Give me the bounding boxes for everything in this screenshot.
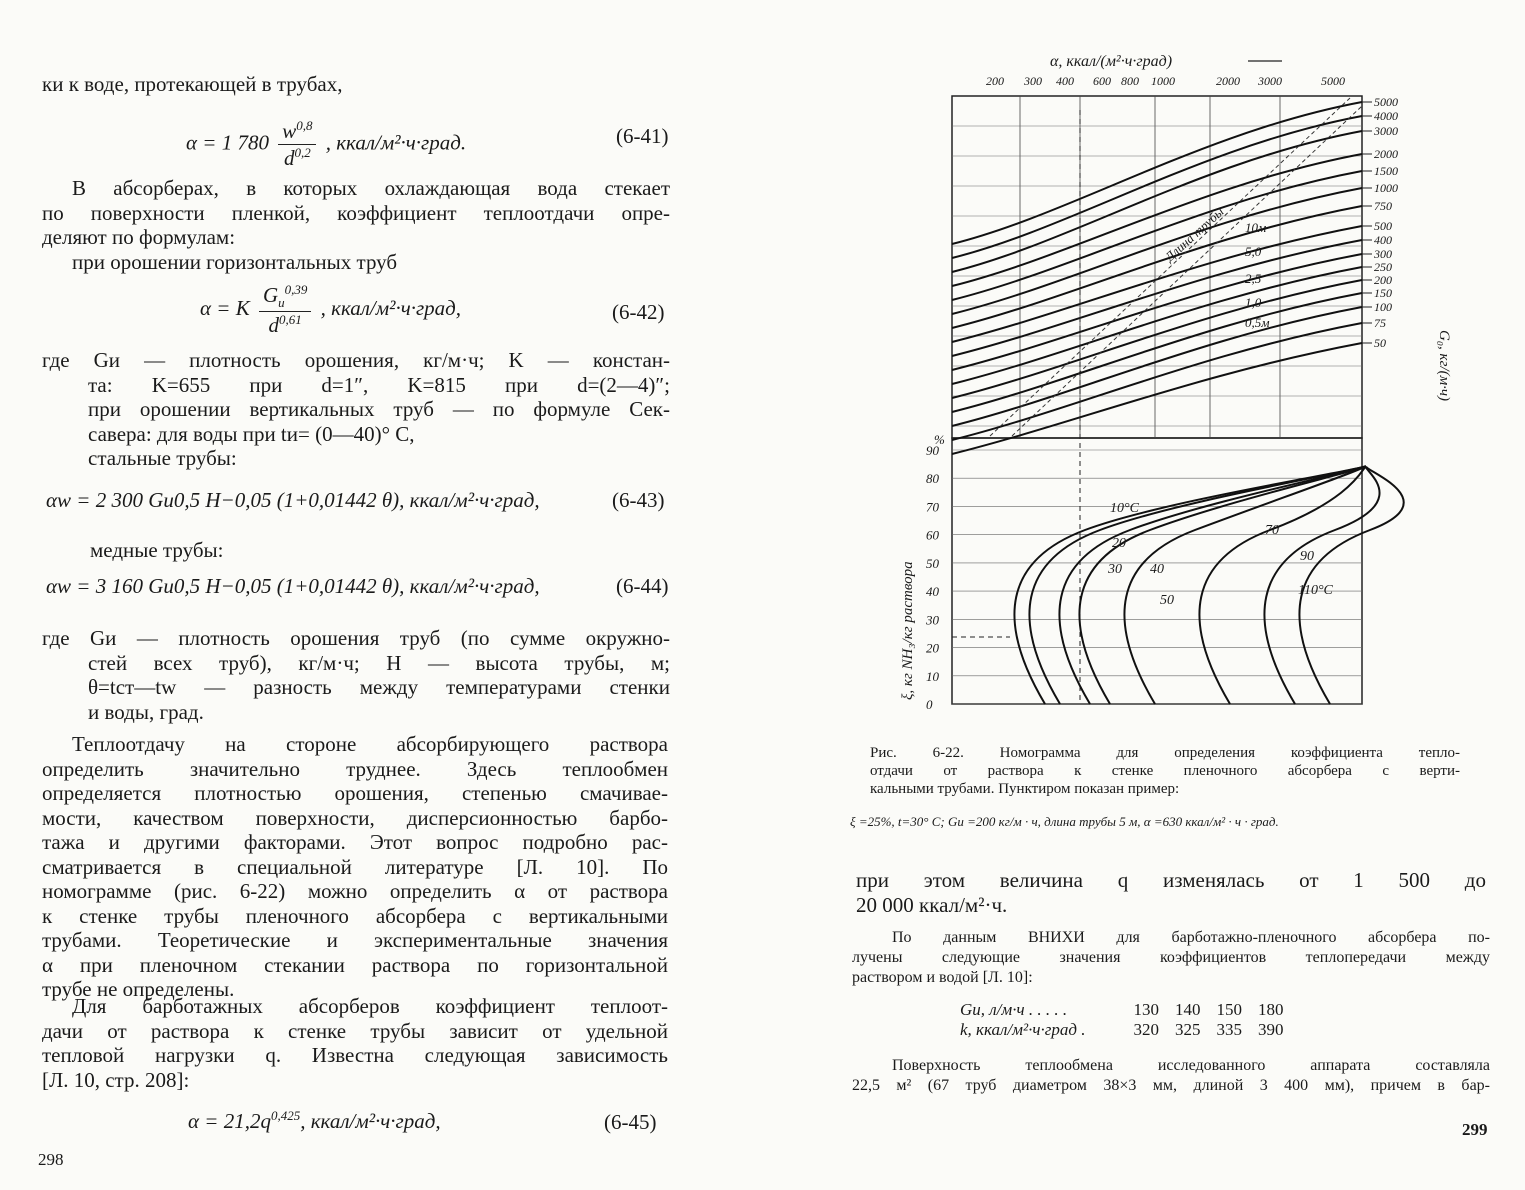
left-tick-label: % (934, 432, 945, 447)
equation-number: (6-45) (604, 1110, 657, 1134)
temperature-label: 110°С (1298, 583, 1333, 598)
length-tick-label: 0,5м (1245, 315, 1270, 330)
temperature-label: 50 (1160, 593, 1174, 608)
left-tick-label: 10 (926, 668, 939, 684)
text-line: медные трубы: (90, 538, 224, 562)
paragraph: Для барботажных абсорберов коэффициент теплоот- дачи от раствора к стенке трубы зависит от удельной тепловой нагрузки q. Известна следующая зависимость [Л. 10, стр. 208]: (42, 994, 668, 1092)
where-clause: где Gи — плотность орошения, кг/м·ч; K — констан- та: K=655 при d=1″, K=815 при d=(2—4)″; при орошении вертикальных труб — по формуле Сек- савера: для воды при tи= (0—40)° С, стальные трубы: (42, 348, 670, 470)
top-tick-label: 300 (1024, 74, 1042, 88)
equation-6-42: α = K $G_и^{0,39}$ $d^{0,61}$ , ккал/м²·ч·град, (200, 282, 462, 338)
right-tick-label: 250 (1374, 260, 1392, 274)
right-page (790, 0, 1525, 1190)
top-tick-label: 600 (1093, 74, 1111, 88)
right-tick-label: 75 (1374, 316, 1386, 330)
caption-example: ξ =25%, t=30° С; Gи =200 кг/м · ч, длина трубы 5 м, α =630 ккал/м² · ч · град. (850, 814, 1279, 829)
equation-number: (6-43) (612, 488, 665, 512)
alpha-curve (952, 226, 1362, 342)
right-axis-title: G₀, кг/(м·ч) (1436, 330, 1452, 402)
right-tick-label: 4000 (1374, 109, 1398, 123)
temperature-label: 70 (1265, 523, 1279, 538)
right-tick-label: 100 (1374, 300, 1392, 314)
paragraph: По данным ВНИХИ для барботажно-пленочного абсорбера по- лучены следующие значения коэффициентов теплопередачи между раствором и водой [Л. 10]: (852, 929, 1490, 986)
length-tick-label: 1,0 (1245, 295, 1262, 310)
paragraph: Теплоотдачу на стороне абсорбирующего раствора определить значительно труднее. Здесь теплообмен определяется плотностью орошения, степенью смачивае- мости, качеством поверхности, дисперсионностью барбо- тажа и другими факторами. Этот вопрос подробно рас- сматривается в специальной литературе [Л. 10]. По номограмме (рис. 6-22) можно определить α от раствора к стенке трубы пленочного абсорбера с вертикальными трубами. Теоретические и экспериментальные значения α при пленочном стекании раствора по горизонтальной трубе не определены. (42, 732, 668, 1001)
right-tick-label: 750 (1374, 199, 1392, 213)
page-number: 298 (38, 1150, 64, 1169)
right-tick-label: 50 (1374, 336, 1386, 350)
top-tick-label: 5000 (1321, 74, 1345, 88)
equation-6-43: αw = 2 300 Gи0,5 H−0,05 (1+0,01442 θ), ккал/м²·ч·град, (46, 488, 540, 512)
left-tick-label: 0 (926, 697, 933, 712)
right-tick-label: 2000 (1374, 147, 1398, 161)
alpha-curve (952, 188, 1362, 314)
temperature-label: 40 (1150, 562, 1164, 577)
right-tick-label: 3000 (1374, 124, 1398, 138)
alpha-curve (952, 254, 1362, 370)
left-tick-label: 70 (926, 499, 939, 515)
nomogram-figure (790, 0, 1525, 730)
figure-caption: Рис. 6-22. Номограмма для определения коэффициента тепло- отдачи от раствора к стенке пленочного абсорбера с верти- кальными трубами. Пунктиром показан пример: (870, 745, 1460, 797)
text-line: ки к воде, протекающей в трубах, (42, 72, 343, 96)
temperature-label: 30 (1108, 562, 1122, 577)
paragraph: при этом величина q изменялась от 1 500 до 20 000 ккал/м²·ч. (856, 868, 1486, 917)
length-tick-label: 5,0 (1245, 244, 1262, 259)
right-tick-label: 5000 (1374, 95, 1398, 109)
temperature-label: 20 (1112, 536, 1126, 551)
table-row: k, ккал/м²·ч·град . 320 325 335 390 (960, 1020, 1284, 1039)
equation-number: (6-41) (616, 124, 669, 148)
temperature-label: 90 (1300, 549, 1314, 564)
right-tick-label: 1000 (1374, 181, 1398, 195)
paragraph: В абсорберах, в которых охлаждающая вода стекает по поверхности пленкой, коэффициент теплоотдачи опре- деляют по формулам: при орошении горизонтальных труб (42, 176, 670, 274)
right-tick-label: 200 (1374, 273, 1392, 287)
left-tick-label: 90 (926, 443, 939, 458)
left-axis-title: ξ, кг NH₃/кг раствора (900, 561, 916, 700)
equation-number: (6-42) (612, 300, 665, 324)
where-clause: где Gи — плотность орошения труб (по сумме окружно- стей всех труб), кг/м·ч; H — высота трубы, м; θ=tст—tw — разность между температурами стенки и воды, град. (42, 626, 670, 724)
equation-6-45: $\alpha = 21,2q^{0,425}$, ккал/м²·ч·град, (188, 1108, 441, 1133)
left-tick-label: 20 (926, 640, 939, 656)
top-axis-title: α, ккал/(м²·ч·град) (1050, 53, 1173, 70)
top-tick-label: 200 (986, 74, 1004, 88)
length-band-label: Длина трубы (1161, 203, 1227, 265)
coefficients-table (952, 1000, 1291, 1040)
page-number: 299 (1462, 1120, 1488, 1139)
length-tick-label: 2,5 (1245, 271, 1262, 286)
alpha-curve (952, 102, 1362, 244)
table-row: Gи, л/м·ч . . . . . 130 140 150 180 (960, 1000, 1284, 1019)
right-tick-label: 500 (1374, 219, 1392, 233)
top-tick-label: 3000 (1258, 74, 1282, 88)
equation-6-44: αw = 3 160 Gи0,5 H−0,05 (1+0,01442 θ), ккал/м²·ч·град, (46, 574, 540, 598)
equation-number: (6-44) (616, 574, 669, 598)
alpha-curve (952, 240, 1362, 356)
left-page (0, 0, 740, 1190)
left-tick-label: 80 (926, 471, 939, 487)
right-tick-label: 300 (1374, 247, 1392, 261)
left-tick-label: 40 (926, 584, 939, 600)
equation-6-41: α = 1 780 $\frac{w^{0,8}}{d^{0,2}}$ , ккал/м²·ч·град. (186, 118, 467, 170)
top-tick-label: 400 (1056, 74, 1074, 88)
right-tick-label: 150 (1374, 286, 1392, 300)
length-tick-label: 10м (1245, 220, 1267, 235)
top-tick-label: 1000 (1151, 74, 1175, 88)
temperature-label: 10°С (1110, 501, 1139, 516)
left-tick-label: 50 (926, 555, 939, 571)
top-tick-label: 2000 (1216, 74, 1240, 88)
paragraph: Поверхность теплообмена исследованного аппарата составляла 22,5 м² (67 труб диаметром 38×3 мм, длиной 3 400 мм), причем в бар- (852, 1057, 1490, 1094)
left-tick-label: 30 (926, 612, 939, 628)
left-tick-label: 60 (926, 527, 939, 543)
right-tick-label: 1500 (1374, 164, 1398, 178)
top-tick-label: 800 (1121, 74, 1139, 88)
right-tick-label: 400 (1374, 233, 1392, 247)
alpha-curve (952, 116, 1362, 258)
